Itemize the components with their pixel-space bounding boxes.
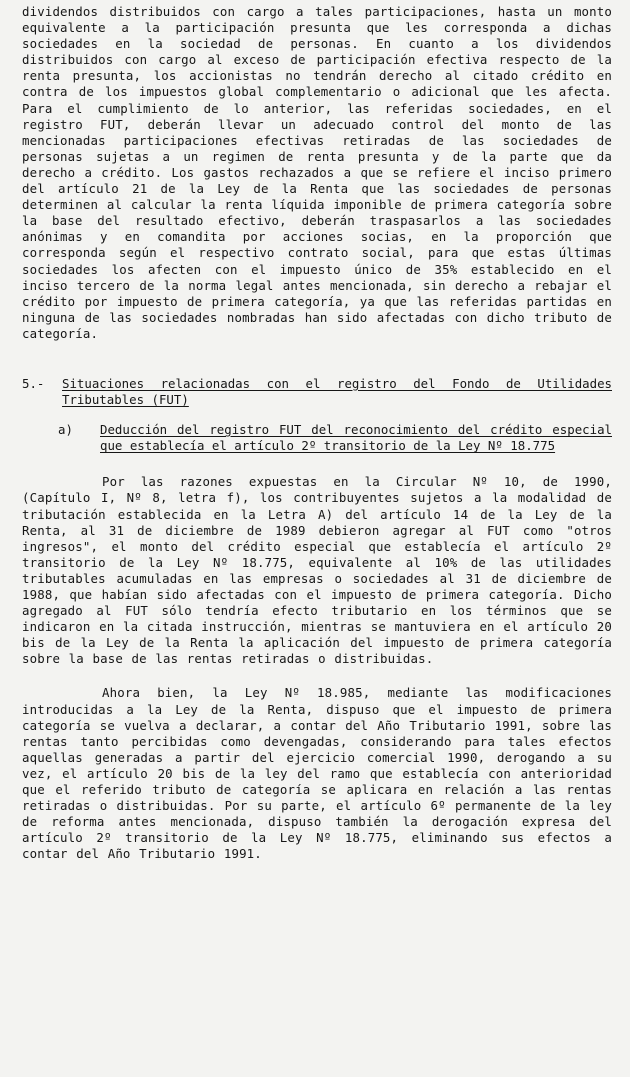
subsection-title: Deducción del registro FUT del reconocimiento del crédito especial que establecía el artículo 2º transitorio de la Ley Nº 18.775 [100,422,612,454]
section-number: 5.- [22,375,45,391]
body-paragraph-1: Por las razones expuestas en la Circular Nº 10, de 1990, (Capítulo I, Nº 8, letra f), los contribuyentes sujetos a la modalidad de tributación establecida en la Letra A) del artículo 14 de la Ley de la Renta, al 31 de diciembre de 1989 debieron agregar al FUT como "otros ingresos", el monto del crédito especial que establecía el artículo 2º transitorio de la Ley Nº 18.775, equivalente al 10% de las utilidades tributables acumuladas en las empresas o sociedades al 31 de diciembre de 1988, que habían sido afectadas con el impuesto de primera categoría. Dicho agregado al FUT sólo tendría efecto tributario en los términos que se indicaron en la citada instrucción, mientras se mantuviera en el artículo 20 bis de la Ley de la Renta la aplicación del impuesto de primera categoría sobre la base de las rentas retiradas o distribuidas. [22,474,612,667]
subsection-letter: a) [58,422,73,438]
intro-paragraph: dividendos distribuidos con cargo a tales participaciones, hasta un monto equivalente a la participación presunta que les corresponda a dichas sociedades en la sociedad de personas. En cuanto a los dividendos distribuidos con cargo al exceso de participación efectiva respecto de la renta presunta, los accionistas no tendrán derecho al citado crédito en contra de los impuestos global complementario o adicional que les afecta. Para el cumplimiento de lo anterior, las referidas sociedades, en el registro FUT, deberán llevar un adecuado control del monto de las mencionadas participaciones efectivas retiradas de las sociedades de personas sujetas a un regimen de renta presunta y de la parte que da derecho a crédito. Los gastos rechazados a que se refiere el inciso primero del artículo 21 de la Ley de la Renta que las sociedades de personas determinen al calcular la renta líquida imponible de primera categoría sobre la base del resultado efectivo, deberán traspasarlos a las sociedades anónimas y en comandita por acciones socias, en la proporción que corresponda según el respectivo contrato social, para que estas últimas sociedades los afecten con el impuesto único de 35% establecido en el inciso tercero de la norma legal antes mencionada, sin derecho a rebajar el crédito por impuesto de primera categoría, ya que las referidas partidas en ninguna de las sociedades nombradas han sido afectadas con dicho tributo de categoría. [22,4,612,341]
subsection-heading [58,422,612,454]
section-title: Situaciones relacionadas con el registro del Fondo de Utilidades Tributables (FUT) [62,375,612,408]
section-heading [22,376,612,408]
body-paragraph-2: Ahora bien, la Ley Nº 18.985, mediante las modificaciones introducidas a la Ley de la Renta, dispuso que el impuesto de primera categoría se vuelva a declarar, a contar del Año Tributario 1991, sobre las rentas tanto percibidas como devengadas, considerando para tales efectos aquellas generadas a partir del ejercicio comercial 1990, derogando a su vez, el artículo 20 bis de la ley del ramo que establecía con anterioridad que el referido tributo de categoría se aplicara en relación a las rentas retiradas o distribuidas. Por su parte, el artículo 6º permanente de la ley de reforma antes mencionada, dispuso también la derogación expresa del artículo 2º transitorio de la Ley Nº 18.775, eliminando sus efectos a contar del Año Tributario 1991. [22,685,612,862]
